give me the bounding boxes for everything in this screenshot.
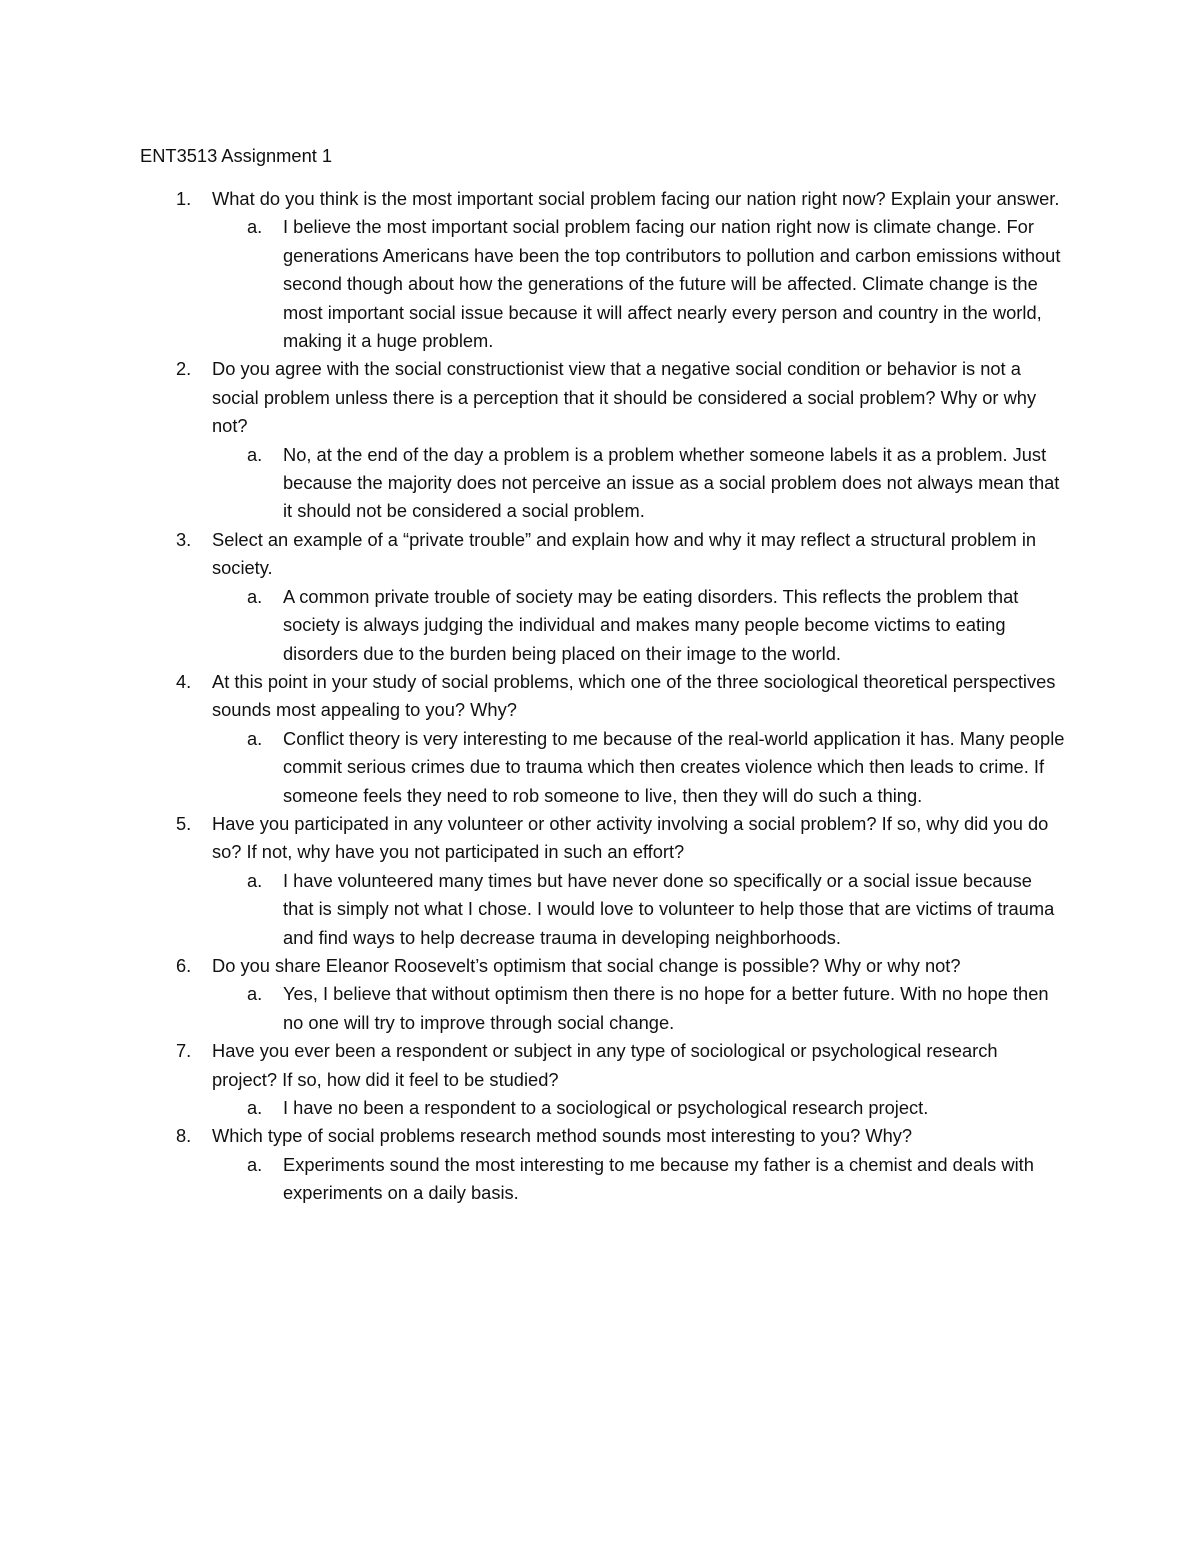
question-text: Select an example of a “private trouble” and explain how and why it may reflect a structural problem in society. (212, 528, 1037, 579)
question-text: Do you share Eleanor Roosevelt’s optimism that social change is possible? Why or why not? (212, 954, 961, 976)
question-text: Do you agree with the social constructionist view that a negative social condition or behavior is not a social problem unless there is a perception that it should be considered a social problem? Why or why not? (212, 358, 1037, 437)
answer-list (212, 213, 1065, 355)
answer-marker: a. (247, 869, 263, 891)
answer-marker: a. (247, 216, 263, 238)
question-item (140, 668, 1065, 810)
answer-marker: a. (247, 1097, 263, 1118)
answer-text: I have volunteered many times but have never done so specifically or a social issue because that is simply not what I chose. I would love to volunteer to help those that are victims of trauma and find ways to help decrease trauma in developing neighborhoods. (283, 869, 1055, 948)
document-title: ENT3513 Assignment 1 (140, 145, 333, 166)
question-item (140, 810, 1065, 952)
question-item (140, 526, 1065, 668)
question-number: 8. (176, 1125, 192, 1147)
answer-item (212, 1094, 1065, 1122)
answer-item (212, 583, 1065, 668)
answer-list (212, 1094, 1065, 1122)
question-item (140, 185, 1065, 355)
answer-list (212, 980, 1065, 1037)
question-text: At this point in your study of social problems, which one of the three sociological theoretical perspectives sounds most appealing to you? Why? (212, 670, 1056, 721)
answer-text: A common private trouble of society may be eating disorders. This reflects the problem that society is always judging the individual and makes many people become victims to eating disorders due to the burden being placed on their image to the world. (283, 585, 1019, 664)
answer-marker: a. (247, 1153, 263, 1175)
question-text: Have you ever been a respondent or subject in any type of sociological or psychological research project? If so, how did it feel to be studied? (212, 1040, 998, 1090)
answer-list (212, 1151, 1065, 1208)
question-number: 4. (176, 670, 192, 692)
answer-list (212, 583, 1065, 668)
answer-marker: a. (247, 585, 263, 607)
answer-text: Yes, I believe that without optimism then there is no hope for a better future. With no hope then no one will try to improve through social change. (283, 983, 1049, 1033)
question-text: What do you think is the most important social problem facing our nation right now? Explain your answer. (212, 188, 1060, 209)
question-item (140, 952, 1065, 1037)
question-text: Have you participated in any volunteer or other activity involving a social problem? If so, why did you do so? If not, why have you not participated in such an effort? (212, 812, 1049, 863)
question-list (140, 185, 1065, 1208)
answer-item (212, 980, 1065, 1037)
answer-list (212, 441, 1065, 526)
question-number: 3. (176, 528, 192, 550)
answer-item (212, 725, 1065, 810)
answer-marker: a. (247, 727, 263, 749)
answer-item (212, 1151, 1065, 1208)
answer-item (212, 213, 1065, 355)
question-item (140, 1122, 1065, 1207)
question-item (140, 355, 1065, 525)
answer-text: Conflict theory is very interesting to me because of the real-world application it has. Many people commit serious crimes due to trauma which then creates violence which then leads to crime. If someone feels they need to rob someone to live, then they will do such a thing. (283, 727, 1065, 806)
answer-marker: a. (247, 443, 263, 465)
question-number: 5. (176, 812, 192, 834)
question-number: 1. (176, 188, 192, 209)
question-text: Which type of social problems research method sounds most interesting to you? Why? (212, 1125, 913, 1147)
answer-item (212, 441, 1065, 526)
answer-text: Experiments sound the most interesting to me because my father is a chemist and deals with experiments on a daily basis. (283, 1153, 1034, 1204)
answer-list (212, 725, 1065, 810)
question-number: 2. (176, 358, 192, 380)
answer-list (212, 867, 1065, 952)
question-item (140, 1037, 1065, 1122)
question-number: 7. (176, 1040, 192, 1062)
question-number: 6. (176, 954, 192, 976)
answer-marker: a. (247, 983, 263, 1005)
answer-text: I have no been a respondent to a sociological or psychological research project. (283, 1097, 929, 1118)
answer-text: No, at the end of the day a problem is a problem whether someone labels it as a problem. Just because the majority does not perceive an issue as a social problem does not always mean that it should not be considered a social problem. (283, 443, 1060, 522)
answer-item (212, 867, 1065, 952)
answer-text: I believe the most important social problem facing our nation right now is climate change. For generations Americans have been the top contributors to pollution and carbon emissions without second though about how the generations of the future will be affected. Climate change is the most important social issue because it will affect nearly every person and country in the world, making it a huge problem. (283, 216, 1061, 352)
